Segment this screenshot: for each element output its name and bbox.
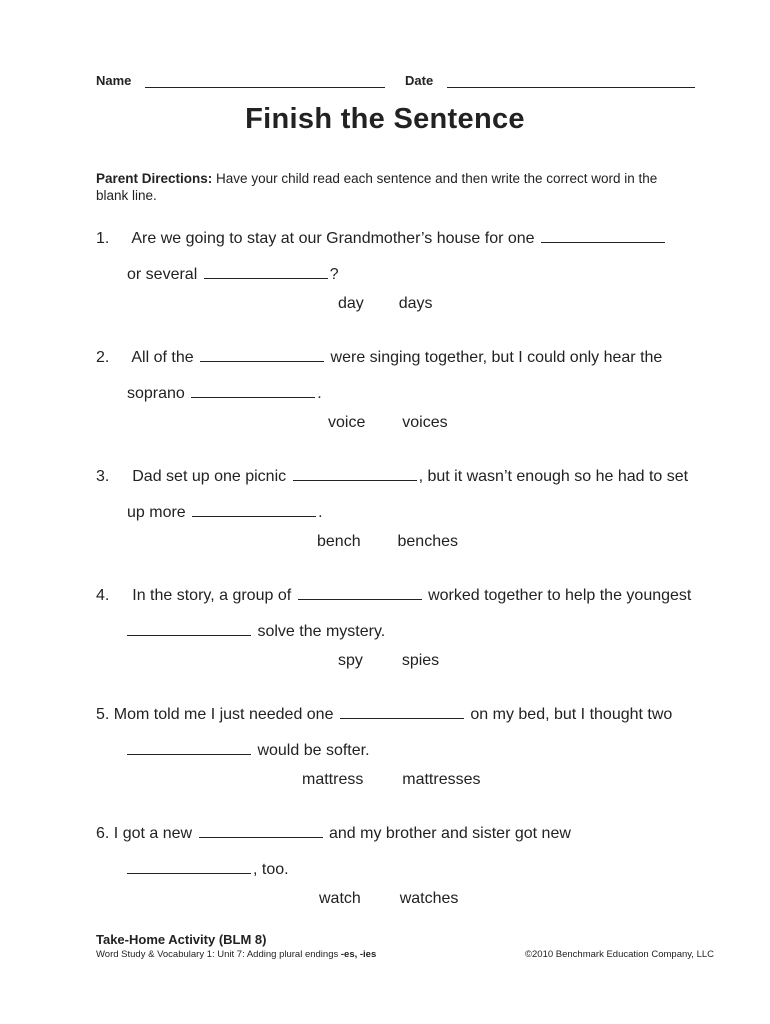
question-text: were singing together, but I could only hear the	[330, 349, 663, 366]
question-1-line-1	[96, 230, 667, 248]
question-text: I got a new	[113, 825, 193, 842]
question-text: or several	[127, 266, 198, 283]
word-option: benches	[397, 533, 458, 550]
question-text: up more	[127, 504, 186, 521]
question-text: would be softer.	[257, 742, 370, 759]
answer-blank[interactable]	[200, 360, 324, 362]
question-number: 1.	[96, 230, 110, 247]
question-2-line-1	[96, 349, 662, 367]
question-2-options	[328, 414, 448, 432]
word-option: mattress	[302, 771, 364, 788]
footer-subtitle-text: Word Study & Vocabulary 1: Unit 7: Adding plural endings	[96, 949, 339, 960]
question-1-line-2	[127, 266, 339, 284]
question-6-options	[319, 890, 458, 908]
question-text: .	[318, 504, 323, 521]
word-option: watches	[399, 890, 459, 907]
footer-subtitle-bold: -es, -ies	[340, 949, 377, 960]
name-line[interactable]	[145, 87, 385, 88]
directions-lead: Parent Directions:	[96, 171, 213, 186]
question-6-line-1	[96, 825, 571, 843]
name-label: Name	[96, 73, 132, 88]
word-option: days	[398, 295, 433, 312]
answer-blank[interactable]	[340, 717, 464, 719]
footer-title: Take-Home Activity (BLM 8)	[96, 932, 267, 947]
answer-blank[interactable]	[293, 479, 417, 481]
question-4-line-2	[127, 623, 385, 641]
word-option: mattresses	[402, 771, 481, 788]
word-option: spy	[338, 652, 363, 669]
question-text: In the story, a group of	[132, 587, 292, 604]
question-text: and my brother and sister got new	[328, 825, 571, 842]
answer-blank[interactable]	[199, 836, 323, 838]
word-option: voice	[328, 414, 366, 431]
parent-directions	[96, 170, 676, 204]
question-text: Mom told me I just needed one	[113, 706, 334, 723]
footer-copyright: ©2010 Benchmark Education Company, LLC	[525, 949, 715, 960]
answer-blank[interactable]	[192, 515, 316, 517]
word-option: day	[338, 295, 364, 312]
question-number: 4.	[96, 587, 110, 604]
question-3-line-2	[127, 504, 323, 522]
question-5-line-1	[96, 706, 672, 724]
date-line[interactable]	[447, 87, 695, 88]
date-label: Date	[405, 73, 434, 88]
question-4-line-1	[96, 587, 691, 605]
question-number: 2.	[96, 349, 110, 366]
answer-blank[interactable]	[127, 634, 251, 636]
answer-blank[interactable]	[541, 241, 665, 243]
question-text: on my bed, but I thought two	[470, 706, 673, 723]
question-text: solve the mystery.	[257, 623, 386, 640]
word-option: voices	[402, 414, 448, 431]
answer-blank[interactable]	[191, 396, 315, 398]
answer-blank[interactable]	[204, 277, 328, 279]
question-text: worked together to help the youngest	[428, 587, 692, 604]
question-2-line-2	[127, 385, 322, 403]
question-5-options	[302, 771, 481, 789]
question-3-options	[317, 533, 458, 551]
footer-subtitle	[96, 949, 376, 960]
word-option: bench	[317, 533, 361, 550]
word-option: watch	[319, 890, 361, 907]
question-number: 3.	[96, 468, 110, 485]
question-text: , too.	[253, 861, 289, 878]
question-6-line-2	[127, 861, 289, 879]
question-text: .	[317, 385, 322, 402]
question-text: , but it wasn’t enough so he had to set	[418, 468, 689, 485]
question-3-line-1	[96, 468, 688, 486]
question-5-line-2	[127, 742, 370, 760]
question-text: soprano	[127, 385, 185, 402]
question-number: 6.	[96, 825, 110, 842]
answer-blank[interactable]	[127, 753, 251, 755]
directions-text: Have your child read each sentence and then write the correct word in the blank line.	[96, 171, 658, 203]
question-text: ?	[329, 266, 339, 283]
question-text: Dad set up one picnic	[132, 468, 287, 485]
question-number: 5.	[96, 706, 110, 723]
question-4-options	[338, 652, 439, 670]
question-1-options	[338, 295, 433, 313]
answer-blank[interactable]	[298, 598, 422, 600]
page-title: Finish the Sentence	[245, 103, 525, 135]
question-text: Are we going to stay at our Grandmother’s house for one	[131, 230, 535, 247]
word-option: spies	[401, 652, 440, 669]
question-text: All of the	[131, 349, 194, 366]
answer-blank[interactable]	[127, 872, 251, 874]
